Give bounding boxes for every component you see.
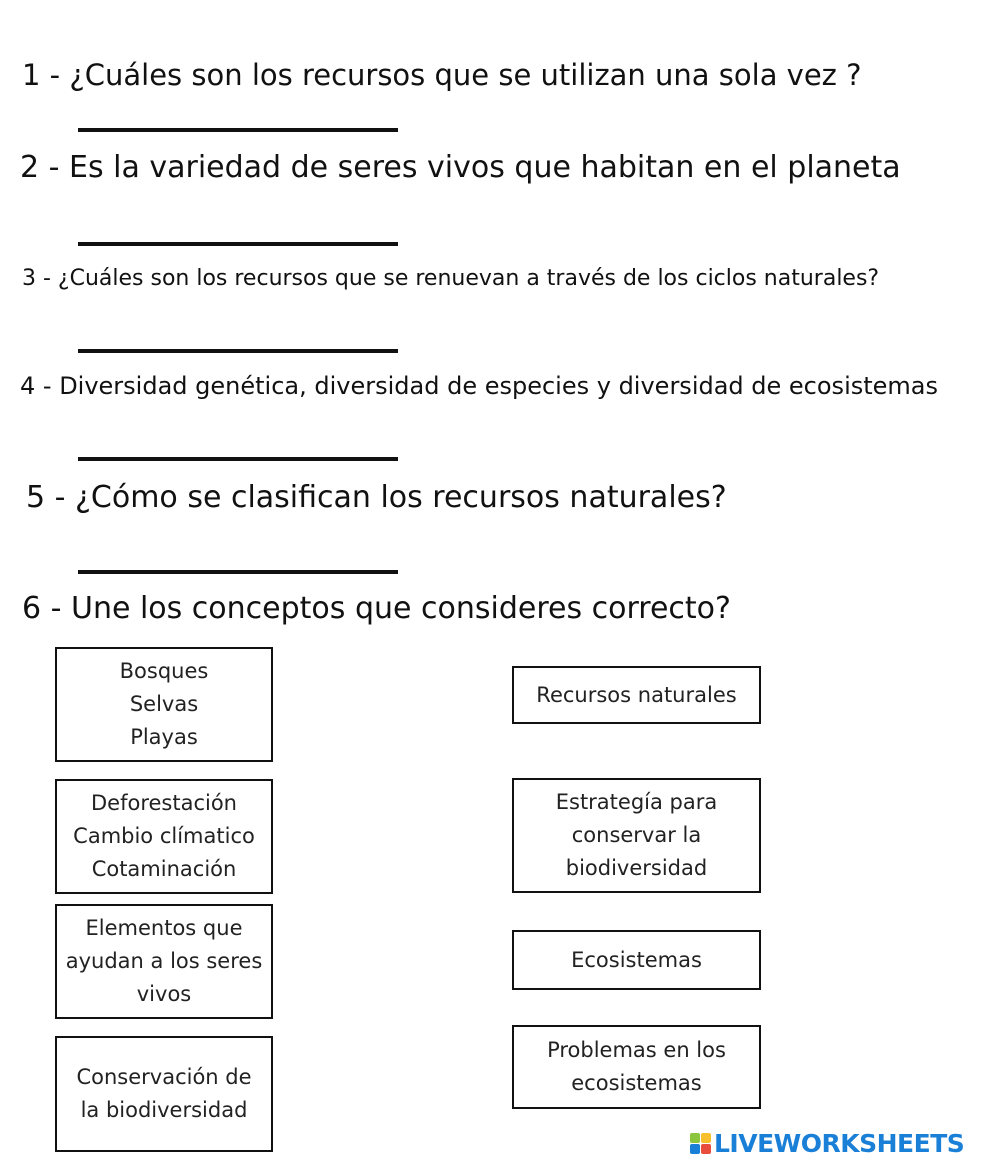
box-text-line: Deforestación	[90, 791, 237, 815]
box-text-line: Playas	[130, 725, 198, 749]
box-text-line: Conservación de	[76, 1065, 252, 1089]
answer-field-2[interactable]	[78, 242, 398, 246]
box-text-line: Bosques	[119, 659, 209, 683]
box-text-line: biodiversidad	[565, 856, 708, 880]
box-text-line: Recursos naturales	[536, 682, 737, 707]
logo-square	[690, 1133, 700, 1143]
box-text-line: Estrategía para	[555, 790, 718, 814]
match-right-box-2[interactable]	[512, 778, 761, 893]
match-left-box-1[interactable]	[55, 647, 273, 762]
box-text-line: Ecosistemas	[571, 947, 702, 972]
box-text-line: Selvas	[129, 692, 199, 716]
answer-field-4[interactable]	[78, 457, 398, 461]
match-left-box-3[interactable]	[55, 904, 273, 1019]
box-text-line: Problemas en los	[547, 1038, 726, 1062]
match-right-box-3[interactable]	[512, 930, 761, 990]
logo-square	[690, 1144, 700, 1154]
box-text-line: Cotaminación	[91, 857, 237, 881]
logo-square	[701, 1144, 711, 1154]
box-text-line: Cambio clímatico	[73, 824, 255, 848]
box-text-line: Elementos que	[85, 916, 243, 940]
answer-field-5[interactable]	[78, 570, 398, 574]
question-2: 2 - Es la variedad de seres vivos que habitan en el planeta	[20, 150, 901, 185]
liveworksheets-logo-icon	[690, 1133, 711, 1154]
logo-square	[701, 1133, 711, 1143]
box-text-line: ayudan a los seres	[65, 949, 263, 973]
question-1: 1 - ¿Cuáles son los recursos que se utilizan una sola vez ?	[22, 58, 862, 92]
question-3: 3 - ¿Cuáles son los recursos que se renuevan a través de los ciclos naturales?	[22, 266, 880, 291]
answer-field-3[interactable]	[78, 349, 398, 353]
match-right-box-4[interactable]	[512, 1025, 761, 1109]
box-text-line: vivos	[136, 982, 192, 1006]
question-4: 4 - Diversidad genética, diversidad de especies y diversidad de ecosistemas	[20, 372, 938, 400]
liveworksheets-brand[interactable]	[690, 1128, 964, 1158]
box-text-line: conservar la	[571, 823, 702, 847]
match-right-box-1[interactable]	[512, 666, 761, 724]
box-text-line: ecosistemas	[571, 1071, 702, 1095]
question-5: 5 - ¿Cómo se clasifican los recursos naturales?	[26, 480, 727, 515]
box-text-line: la biodiversidad	[80, 1098, 248, 1122]
answer-field-1[interactable]	[78, 128, 398, 132]
match-left-box-4[interactable]	[55, 1036, 273, 1152]
question-6: 6 - Une los conceptos que consideres correcto?	[22, 591, 731, 626]
match-left-box-2[interactable]	[55, 779, 273, 894]
brand-name: LIVEWORKSHEETS	[714, 1128, 965, 1158]
